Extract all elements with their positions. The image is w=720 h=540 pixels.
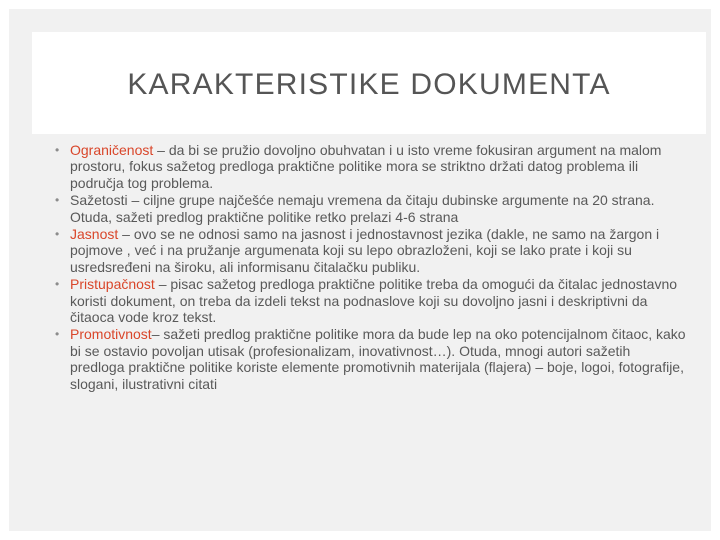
bullet-keyword: Ograničenost <box>70 142 154 158</box>
bullet-dot: • <box>55 327 60 342</box>
title-box <box>32 32 706 134</box>
bullet-list <box>55 142 687 393</box>
bullet-dot: • <box>55 193 60 208</box>
bullet-item-pristupacnost <box>55 276 687 325</box>
bullet-text: – da bi se pružio dovoljno obuhvatan i u isto vreme fokusiran argument na malom prostoru, fokus sažetog predloga praktične politike mora se striktno držati datog problema ili područja tog problema. <box>70 142 662 191</box>
bullet-keyword: Promotivnost <box>70 326 152 343</box>
bullet-dot: • <box>55 143 60 157</box>
bullet-item-jasnost <box>55 226 687 275</box>
bullet-item-sazetosti <box>55 192 687 225</box>
bullet-keyword: Jasnost <box>70 226 119 243</box>
slide-title: KARAKTERISTIKE DOKUMENTA <box>127 68 611 101</box>
bullet-text: Sažetosti – ciljne grupe najčešće nemaju vremena da čitaju dubinske argumente na 20 strana. Otuda, sažeti predlog praktične politike retko prelazi 4-6 strana <box>70 192 655 225</box>
bullet-text: – ovo se ne odnosi samo na jasnost i jednostavnost jezika (dakle, ne samo na žargon i pojmove , već i na pružanje argumenata koji su lepo obrazloženi, koji se lako prate i koji su usredsređeni na široku, ali informisanu čitalačku publiku. <box>70 226 660 275</box>
bullet-keyword: Pristupačnost <box>70 276 155 293</box>
bullet-text: – pisac sažetog predloga praktične politike treba da omogući da čitalac jednostavno koristi dokument, on treba da izdeli tekst na podnaslove koji su dovoljno jasni i deskriptivni da čitaoca vode kroz tekst. <box>70 276 678 326</box>
bullet-text: – sažeti predlog praktične politike mora da bude lep na oko potencijalnom čitaoc, kako bi se ostavio povoljan utisak (profesionalizam, inovativnost…). Otuda, mnogi autori sažetih predloga praktične politike koriste elemente promotivnih materijala (flajera) – boje, logoi, fotografije, slogani, ilustrativni citati <box>70 326 686 392</box>
bullet-item-ogranicenost <box>55 142 687 191</box>
bullet-dot: • <box>55 277 60 292</box>
bullet-item-promotivnost <box>55 326 687 392</box>
bullet-dot: • <box>55 227 60 242</box>
